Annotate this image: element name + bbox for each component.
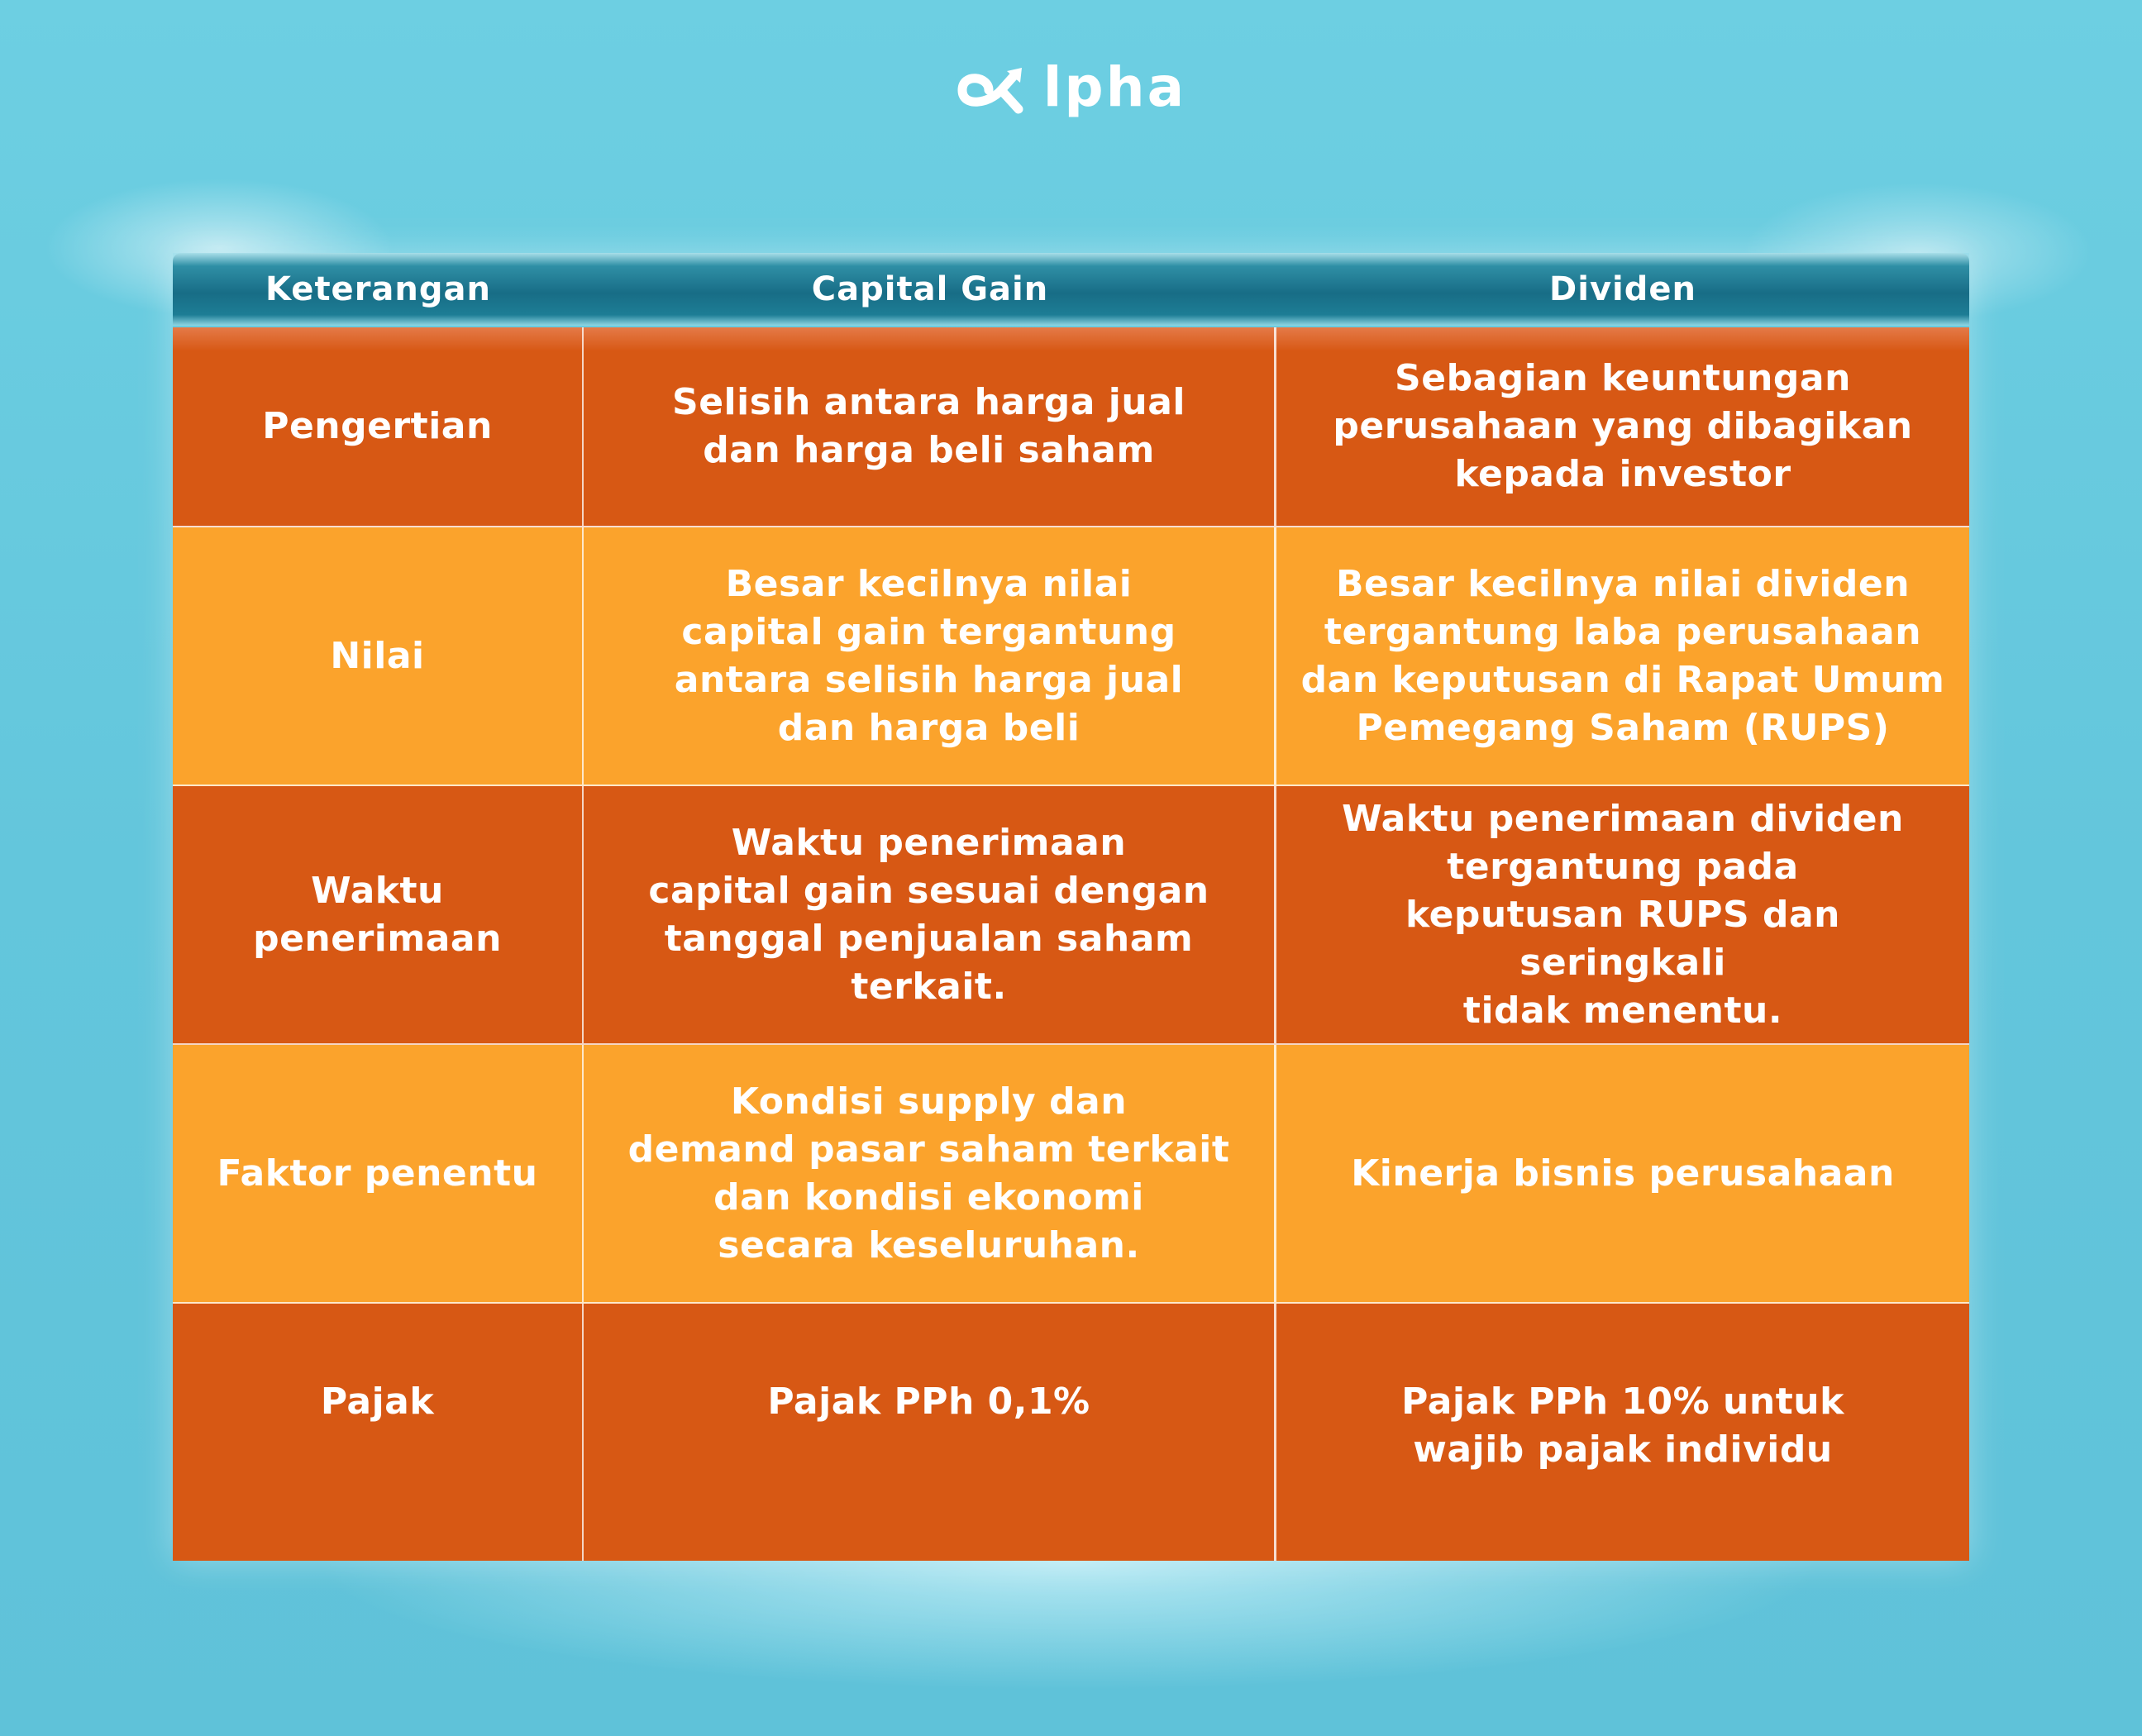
row-label xyxy=(173,1045,584,1302)
dividen-line: wajib pajak individu xyxy=(1413,1428,1833,1471)
capital-gain-cell xyxy=(584,527,1276,785)
dividen-line: kepada investor xyxy=(1454,453,1791,495)
table-row-faktor-penentu xyxy=(173,1045,1969,1304)
table-row-waktu-penerimaan xyxy=(173,786,1969,1045)
dividen-cell xyxy=(1276,1304,1969,1561)
capital-gain-line: antara selisih harga jual xyxy=(674,658,1184,701)
table-row-nilai xyxy=(173,527,1969,786)
dividen-line: tergantung pada xyxy=(1447,845,1799,888)
capital-gain-cell xyxy=(584,327,1276,526)
header-capital-gain: Capital Gain xyxy=(811,270,1049,308)
dividen-line: Pemegang Saham (RUPS) xyxy=(1356,706,1890,749)
table-body xyxy=(173,327,1969,1561)
dividen-line: tidak menentu. xyxy=(1462,989,1783,1032)
capital-gain-line: Pajak PPh 0,1% xyxy=(767,1381,1090,1423)
dividen-line: dan keputusan di Rapat Umum xyxy=(1300,658,1945,701)
dividen-cell xyxy=(1276,1045,1969,1302)
dividen-cell xyxy=(1276,786,1969,1043)
capital-gain-line: tanggal penjualan saham xyxy=(664,917,1194,960)
capital-gain-line: capital gain tergantung xyxy=(681,610,1176,653)
dividen-cell xyxy=(1276,327,1969,526)
dividen-line: perusahaan yang dibagikan xyxy=(1333,405,1913,447)
dividen-line: Sebagian keuntungan xyxy=(1395,357,1851,399)
header-dividen: Dividen xyxy=(1549,270,1696,308)
row-label xyxy=(173,786,584,1043)
row-label-text: Pengertian xyxy=(262,405,493,447)
capital-gain-cell xyxy=(584,1045,1276,1302)
capital-gain-line: dan kondisi ekonomi xyxy=(713,1176,1144,1219)
capital-gain-line: Selisih antara harga jual xyxy=(672,381,1185,423)
table-header xyxy=(173,253,1969,326)
table-row-pajak xyxy=(173,1304,1969,1561)
capital-gain-line: Besar kecilnya nilai xyxy=(725,562,1133,605)
row-label-text: Nilai xyxy=(330,634,425,677)
capital-gain-line: dan harga beli xyxy=(777,706,1081,749)
capital-gain-line: dan harga beli saham xyxy=(703,429,1155,471)
row-label xyxy=(173,327,584,526)
row-label xyxy=(173,1304,584,1561)
dividen-line: Kinerja bisnis perusahaan xyxy=(1351,1152,1895,1195)
dividen-line: Besar kecilnya nilai dividen xyxy=(1335,562,1911,605)
brand-name: lpha xyxy=(1042,55,1187,119)
row-label-text: Faktor penentu xyxy=(217,1152,538,1195)
dividen-line: tergantung laba perusahaan xyxy=(1324,610,1922,653)
brand-logo xyxy=(0,55,2142,119)
capital-gain-cell xyxy=(584,1304,1276,1561)
row-label-text: Waktu penerimaan xyxy=(253,869,502,960)
comparison-table xyxy=(173,253,1969,1561)
dividen-line: Pajak PPh 10% untuk xyxy=(1401,1381,1844,1423)
dividen-line: keputusan RUPS dan seringkali xyxy=(1405,893,1840,984)
capital-gain-line: Kondisi supply dan xyxy=(730,1080,1128,1123)
capital-gain-line: demand pasar saham terkait xyxy=(627,1128,1230,1171)
capital-gain-line: capital gain sesuai dengan xyxy=(648,869,1209,912)
alpha-loop-arrow-icon xyxy=(956,64,1038,116)
capital-gain-line: terkait. xyxy=(851,965,1007,1008)
capital-gain-line: Waktu penerimaan xyxy=(731,821,1127,864)
row-label xyxy=(173,527,584,785)
row-label-text: Pajak xyxy=(320,1381,435,1423)
dividen-line: Waktu penerimaan dividen xyxy=(1342,797,1904,840)
capital-gain-line: secara keseluruhan. xyxy=(718,1223,1140,1266)
header-keterangan: Keterangan xyxy=(265,270,491,308)
dividen-cell xyxy=(1276,527,1969,785)
capital-gain-cell xyxy=(584,786,1276,1043)
table-row-pengertian xyxy=(173,327,1969,527)
